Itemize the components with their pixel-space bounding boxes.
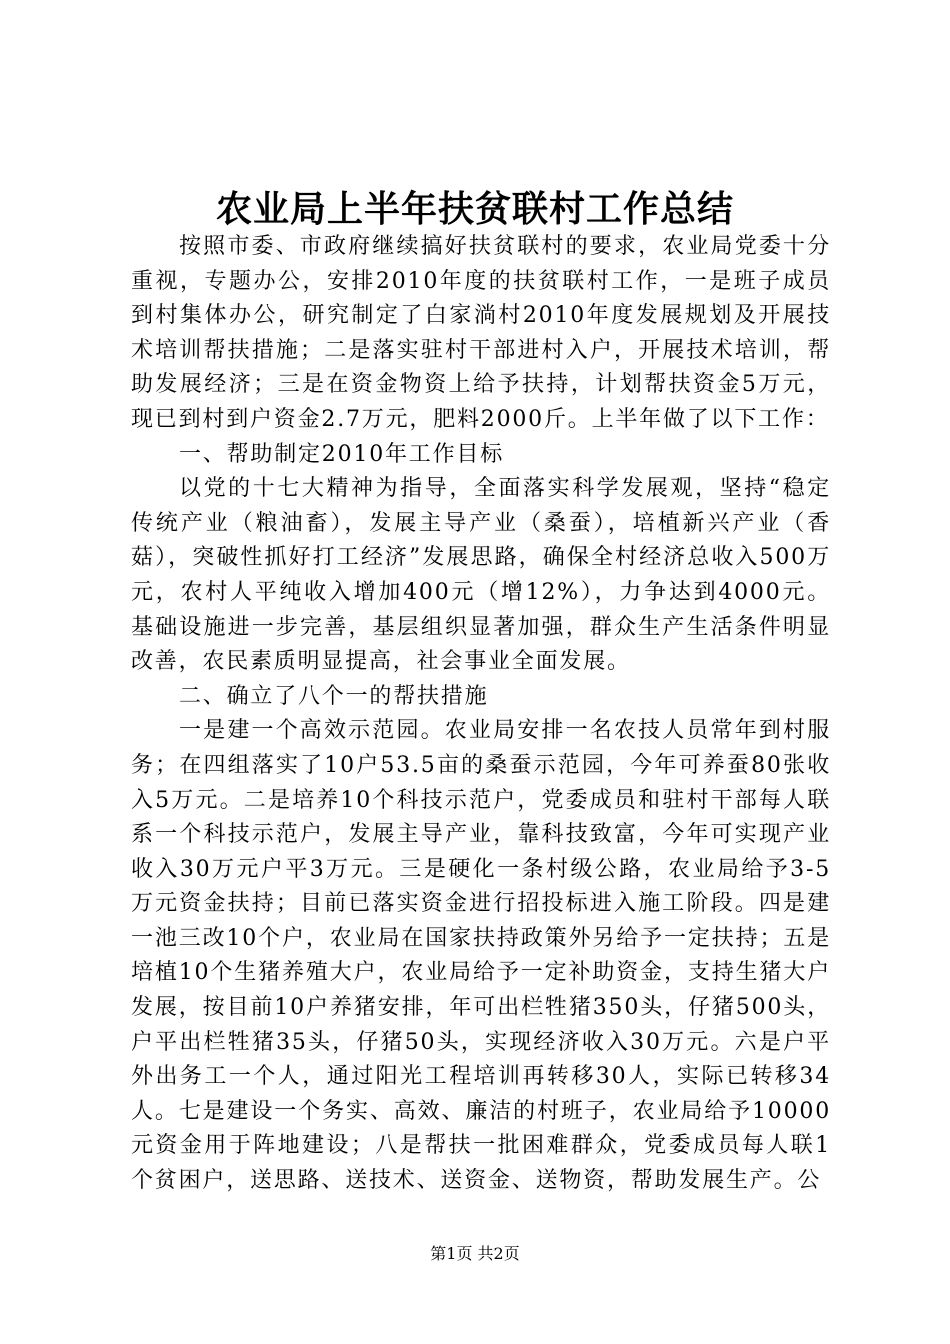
paragraph-goals: 以党的十七大精神为指导，全面落实科学发展观，坚持“稳定传统产业（粮油畜），发展主导产业（桑蚕），培植新兴产业（香菇），突破性抓好打工经济”发展思路，确保全村经济总收入500万元，农村人平纯收入增加400元（增12%），力争达到4000元。基础设施进一步完善，基层组织显著加强，群众生产生活条件明显改善，农民素质明显提高，社会事业全面发展。 [131, 476, 831, 675]
section-heading-1: 一、帮助制定2010年工作目标 [179, 441, 504, 467]
paragraph-measures: 一是建一个高效示范园。农业局安排一名农技人员常年到村服务；在四组落实了10户53.5亩的桑蚕示范园，今年可养蚕80张收入5万元。二是培养10个科技示范户，党委成员和驻村干部每人联系一个科技示范户，发展主导产业，靠科技致富，今年可实现产业收入30万元户平3万元。三是硬化一条村级公路，农业局给予3-5万元资金扶持；目前已落实资金进行招投标进入施工阶段。四是建一池三改10个户，农业局在国家扶持政策外另给予一定扶持；五是培植10个生猪养殖大户，农业局给予一定补助资金，支持生猪大户发展，按目前10户养猪安排，年可出栏牲猪350头，仔猪500头，户平出栏牲猪35头，仔猪50头，实现经济收入30万元。六是户平外出务工一个人，通过阳光工程培训再转移30人，实际已转移34人。七是建设一个务实、高效、廉洁的村班子，农业局给予10000元资金用于阵地建设；八是帮扶一批困难群众，党委成员每人联1个贫困户，送思路、送技术、送资金、送物资，帮助发展生产。公 [131, 718, 831, 1194]
section-heading-2: 二、确立了八个一的帮扶措施 [179, 683, 489, 709]
page-footer: 第1页 共2页 [430, 1244, 520, 1263]
paragraph-intro: 按照市委、市政府继续搞好扶贫联村的要求，农业局党委十分重视，专题办公，安排2010年度的扶贫联村工作，一是班子成员到村集体办公，研究制定了白家淌村2010年度发展规划及开展技术培训帮扶措施；二是落实驻村干部进村入户，开展技术培训，帮助发展经济；三是在资金物资上给予扶持，计划帮扶资金5万元，现已到村到户资金2.7万元，肥料2000斤。上半年做了以下工作： [131, 234, 831, 432]
document-title: 农业局上半年扶贫联村工作总结 [215, 189, 734, 230]
document-body [131, 230, 831, 1199]
